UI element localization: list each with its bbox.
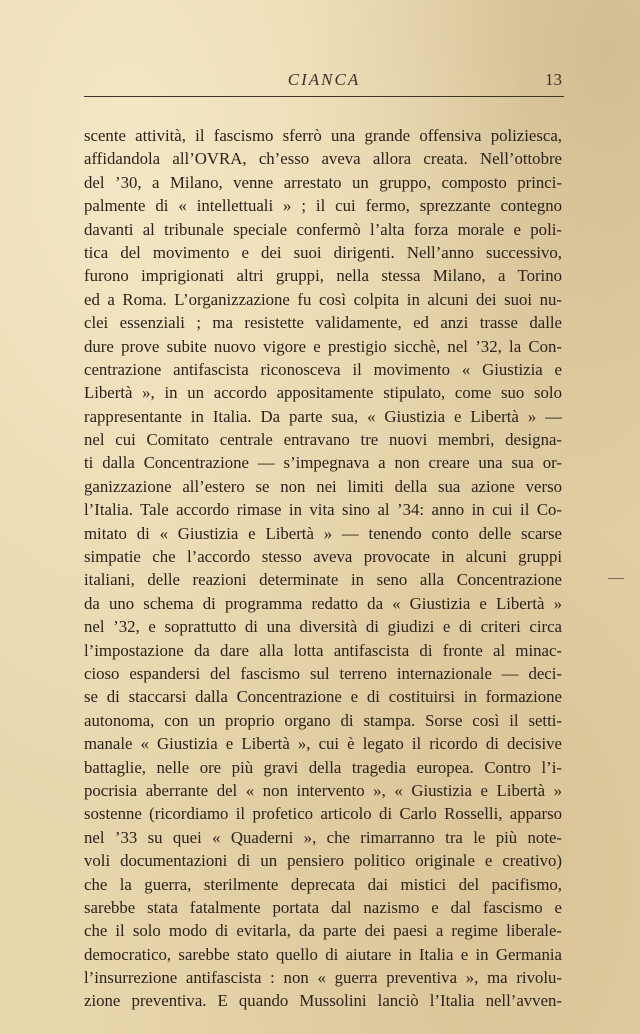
text-line-1: scente attività, il fascismo sferrò una grande offensiva poliziesca,	[84, 126, 562, 145]
text-line-18: mitato di « Giustizia e Libertà » — tenendo conto delle scarse	[84, 523, 562, 543]
text-line-23: l’impostazione da dare alla lotta antifascista di fronte al minac-	[84, 640, 562, 660]
text-line-31: nel ’33 su quei « Quaderni », che rimarranno tra le più note-	[84, 827, 562, 847]
text-line-28: battaglie, nelle ore più gravi della tragedia europea. Contro l’i-	[84, 757, 562, 777]
text-line-14: nel cui Comitato centrale entravano tre nuovi membri, designa-	[84, 430, 562, 450]
text-line-7: furono imprigionati altri gruppi, nella stessa Milano, a Torino	[84, 266, 562, 286]
text-line-33: che la guerra, sterilmente deprecata dai mistici del pacifismo,	[84, 874, 562, 894]
text-line-22: nel ’32, e soprattutto di una diversità di giudizi e di criteri circa	[84, 617, 562, 637]
text-line-20: italiani, delle reazioni determinate in seno alla Concentrazione	[84, 570, 562, 590]
text-line-11: centrazione antifascista riconosceva il movimento « Giustizia e	[84, 359, 562, 379]
text-line-36: democratico, sarebbe stato quello di aiutare in Italia e in Germania	[84, 944, 562, 964]
text-line-16: ganizzazione all’estero se non nei limiti della sua azione verso	[84, 476, 562, 496]
margin-mark	[608, 578, 624, 579]
text-line-21: da uno schema di programma redatto da « Giustizia e Libertà »	[84, 593, 562, 613]
text-line-35: che il solo modo di evitarla, da parte dei paesi a regime liberale-	[84, 921, 562, 941]
text-line-30: sostenne (ricordiamo il profetico articolo di Carlo Rosselli, apparso	[84, 804, 562, 824]
text-line-27: manale « Giustizia e Libertà », cui è legato il ricordo di decisive	[84, 734, 562, 754]
text-line-10: dure prove subite nuovo vigore e prestigio sicchè, nel ’32, la Con-	[84, 336, 562, 356]
text-line-19: simpatie che l’accordo stesso aveva provocate in alcuni gruppi	[84, 547, 562, 567]
text-line-2: affidandola all’OVRA, ch’esso aveva allora creata. Nell’ottobre	[84, 149, 562, 169]
text-line-3: del ’30, a Milano, venne arrestato un gruppo, composto princi-	[84, 172, 562, 192]
text-line-5: davanti al tribunale speciale confermò l’alta forza morale e poli-	[84, 219, 562, 239]
text-line-17: l’Italia. Tale accordo rimase in vita sino al ’34: anno in cui il Co-	[84, 500, 562, 520]
text-line-15: ti dalla Concentrazione — s’impegnava a non creare una sua or-	[84, 453, 562, 473]
text-line-37: l’insurrezione antifascista : non « guerra preventiva », ma rivolu-	[84, 968, 562, 988]
text-line-32: voli documentazioni di un pensiero politico originale e creativo)	[84, 851, 562, 871]
body-text	[84, 124, 562, 1013]
text-line-12: Libertà », in un accordo appositamente stipulato, come suo solo	[84, 383, 562, 403]
text-line-29: pocrisia aberrante del « non intervento », « Giustizia e Libertà »	[84, 780, 562, 800]
text-line-25: se di staccarsi dalla Concentrazione e di costituirsi in formazione	[84, 687, 562, 707]
running-title: CIANCA	[287, 70, 361, 89]
text-line-4: palmente di « intellettuali » ; il cui fermo, sprezzante contegno	[84, 196, 562, 216]
page-number: 13	[545, 70, 562, 89]
text-line-6: tica del movimento e dei suoi dirigenti. Nell’anno successivo,	[84, 242, 562, 262]
text-line-9: clei essenziali ; ma resistette validamente, ed anzi trasse dalle	[84, 313, 562, 333]
text-line-8: ed a Roma. L’organizzazione fu così colpita in alcuni dei suoi nu-	[84, 289, 562, 309]
text-line-38: zione preventiva. E quando Mussolini lanciò l’Italia nell’avven-	[84, 991, 562, 1011]
text-line-24: cioso espandersi del fascismo sul terreno internazionale — deci-	[84, 663, 562, 683]
header-rule	[84, 96, 564, 97]
running-head	[84, 70, 564, 94]
text-line-13: rappresentante in Italia. Da parte sua, « Giustizia e Libertà » —	[84, 406, 562, 426]
text-line-34: sarebbe stata fatalmente portata dal nazismo e dal fascismo e	[84, 897, 562, 917]
text-line-26: autonoma, con un proprio organo di stampa. Sorse così il setti-	[84, 710, 562, 730]
